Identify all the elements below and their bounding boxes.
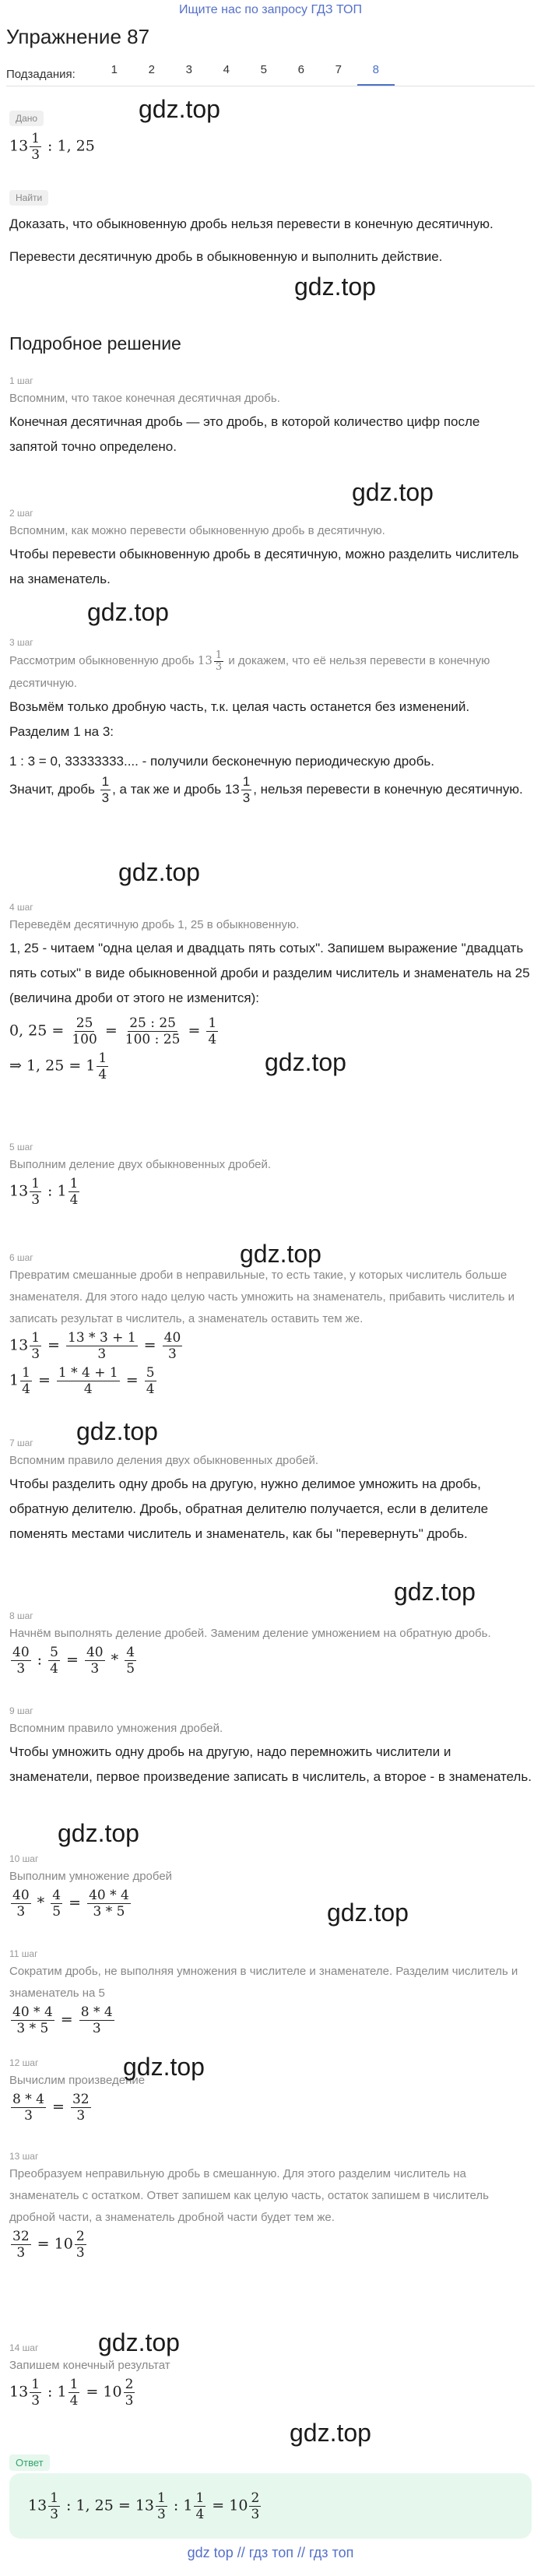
- step-text: 1 : 3 = 0, 33333333.... - получили бесконечную периодическую дробь.: [9, 753, 434, 769]
- tab-4[interactable]: 4: [223, 63, 230, 76]
- math-line: 0, 25 = $\frac{25}{100}$ = $\frac{25 : 25}{100 : 25}$ = $\frac{1}{4}$: [9, 1015, 217, 1047]
- watermark: gdz.top: [139, 95, 220, 123]
- step-badge: 9 шаг: [9, 1705, 33, 1716]
- step-13: [9, 2149, 532, 2261]
- watermark: gdz.top: [352, 478, 434, 506]
- tab-1[interactable]: 1: [111, 63, 118, 76]
- subtask-tabs: [6, 63, 541, 86]
- step-gray-text: Вспомним правило деления двух обыкновенных дробей.: [9, 1454, 319, 1467]
- watermark: gdz.top: [76, 1417, 158, 1445]
- step-9: [9, 1704, 532, 1789]
- tab-6[interactable]: 6: [297, 63, 304, 76]
- step-gray-text: Сократим дробь, не выполняя умножения в числителе и знаменателе. Разделим числитель и знаменатель на 5: [9, 1965, 518, 2000]
- tab-7[interactable]: 7: [335, 63, 342, 76]
- watermark: gdz.top: [98, 2328, 180, 2356]
- step-3: [9, 635, 532, 806]
- step-6: [9, 1251, 532, 1397]
- tab-2[interactable]: 2: [148, 63, 155, 76]
- watermark: gdz.top: [327, 1899, 409, 1927]
- given-badge: Дано: [9, 111, 44, 126]
- answer-badge: Ответ: [9, 2455, 50, 2471]
- step-gray-text: Выполним умножение дробей: [9, 1870, 173, 1883]
- step-badge: 11 шаг: [9, 1948, 38, 1959]
- step-14: [9, 2341, 532, 2409]
- step-text: Разделим 1 на 3:: [9, 723, 114, 739]
- step-badge: 13 шаг: [9, 2151, 39, 2162]
- tab-5[interactable]: 5: [260, 63, 267, 76]
- watermark: gdz.top: [294, 273, 376, 301]
- math-line: 13 $\frac{1}{3}$ = $\frac{13 * 3 + 1}{3}$ = $\frac{40}{3}$: [9, 1330, 181, 1362]
- step-badge: 6 шаг: [9, 1252, 33, 1263]
- step-badge: 2 шаг: [9, 508, 33, 519]
- step-text: Чтобы перевести обыкновенную дробь в десятичную, можно разделить числитель на знаменатель.: [9, 547, 519, 586]
- step-text-part: , нельзя перевести в конечную десятичную.: [253, 781, 523, 797]
- step-12: [9, 2056, 532, 2124]
- watermark: gdz.top: [87, 598, 169, 626]
- step-text: 1, 25 - читаем "одна целая и двадцать пять сотых". Запишем выражение "двадцать пять сотых" в виде обыкновенной дроби и разделим числитель и знаменатель на 25 (величина дроби от этого не изменится):: [9, 941, 530, 1005]
- math-line: ⇒ 1, 25 = 1 $\frac{1}{4}$: [9, 1050, 107, 1082]
- step-gray-text: Вспомним правило умножения дробей.: [9, 1722, 223, 1735]
- math-line: 13 $\frac{1}{3}$ : 1 $\frac{1}{4}$ = 10 $\frac{2}{3}$: [9, 2377, 134, 2409]
- watermark: gdz.top: [290, 2419, 371, 2447]
- step-gray-text: Вспомним, как можно перевести обыкновенную дробь в десятичную.: [9, 524, 385, 537]
- step-text: Значит, дробь $\frac{1}{3}$ , а так же и дробь 13 $\frac{1}{3}$ , нельзя перевести в конечную десятичную.: [9, 773, 523, 805]
- watermark: gdz.top: [394, 1578, 476, 1606]
- math-line: 13 $\frac{1}{3}$ : 1 $\frac{1}{4}$: [9, 1176, 79, 1208]
- step-gray-part: Рассмотрим обыкновенную дробь: [9, 654, 195, 667]
- step-gray-text: Рассмотрим обыкновенную дробь 13 $\frac{1}{3}$ и докажем, что её нельзя перевести в конечную десятичную.: [9, 649, 490, 690]
- tab-3[interactable]: 3: [185, 63, 192, 76]
- watermark: gdz.top: [123, 2053, 205, 2081]
- step-badge: 14 шаг: [9, 2342, 39, 2353]
- step-gray-text: Начнём выполнять деление дробей. Заменим деление умножением на обратную дробь.: [9, 1627, 491, 1640]
- step-gray-text: Преобразуем неправильную дробь в смешанную. Для этого разделим числитель на знаменатель с остатком. Ответ запишем как целую часть, остаток запишем в числитель дробной части, а знаменатель дробной части будет тем же.: [9, 2167, 489, 2224]
- watermark: gdz.top: [118, 858, 200, 886]
- find-text-1: Доказать, что обыкновенную дробь нельзя перевести в конечную десятичную.: [9, 216, 494, 231]
- step-gray-text: Переведём десятичную дробь 1, 25 в обыкновенную.: [9, 918, 300, 931]
- step-text-part: Значит, дробь: [9, 781, 95, 797]
- find-section: [9, 190, 532, 269]
- step-badge: 3 шаг: [9, 637, 33, 648]
- step-badge: 1 шаг: [9, 375, 33, 386]
- step-gray-text: Выполним деление двух обыкновенных дробей.: [9, 1158, 272, 1171]
- math-line: 1 $\frac{1}{4}$ = $\frac{1 * 4 + 1}{4}$ = $\frac{5}{4}$: [9, 1365, 155, 1397]
- step-5: [9, 1140, 532, 1208]
- step-2: [9, 506, 532, 592]
- top-banner-link[interactable]: Ищите нас по запросу ГДЗ ТОП: [179, 3, 362, 16]
- tab-8[interactable]: 8: [357, 63, 395, 86]
- step-badge: 7 шаг: [9, 1438, 33, 1448]
- answer-expression: 13 $\frac{1}{3}$ : 1, 25 = 13 $\frac{1}{3}$ : 1 $\frac{1}{4}$ = 10 $\frac{2}{3}$: [28, 2490, 260, 2522]
- step-11: [9, 1947, 532, 2036]
- page-title: Упражнение 87: [6, 25, 150, 48]
- step-10: [9, 1852, 532, 1920]
- answer-label-row: [9, 2455, 532, 2471]
- math-line: $\frac{40 * 4}{3 * 5}$ = $\frac{8 * 4}{3}$: [12, 2004, 113, 2036]
- step-gray-text: Вычислим произведение: [9, 2074, 146, 2087]
- step-7: [9, 1436, 532, 1547]
- solution-title: Подробное решение: [9, 333, 181, 354]
- given-expression: 13 $\frac{1}{3}$ : 1, 25: [9, 131, 95, 163]
- step-text: Чтобы умножить одну дробь на другую, надо перемножить числители и знаменатели, первое произведение записать в числитель, а второе - в знаменатель.: [9, 1744, 532, 1784]
- step-text: Конечная десятичная дробь — это дробь, в которой количество цифр после запятой точно определено.: [9, 414, 480, 454]
- math-line: $\frac{32}{3}$ = 10 $\frac{2}{3}$: [12, 2229, 85, 2261]
- step-badge: 8 шаг: [9, 1610, 33, 1621]
- step-gray-text: Вспомним, что такое конечная десятичная дробь.: [9, 392, 280, 405]
- footer-links[interactable]: gdz top // гдз топ // гдз топ: [187, 2545, 354, 2560]
- step-gray-part: и докажем, что её нельзя перевести в конечную десятичную.: [9, 654, 490, 690]
- watermark: gdz.top: [240, 1240, 321, 1268]
- step-text: Возьмём только дробную часть, т.к. целая часть останется без изменений.: [9, 699, 470, 714]
- math-line: $\frac{40}{3}$ : $\frac{5}{4}$ = $\frac{40}{3}$ * $\frac{4}{5}$: [12, 1645, 135, 1677]
- math-line: $\frac{40}{3}$ * $\frac{4}{5}$ = $\frac{40 * 4}{3 * 5}$: [12, 1888, 129, 1920]
- math-line: $\frac{8 * 4}{3}$ = $\frac{32}{3}$: [12, 2092, 90, 2124]
- step-badge: 5 шаг: [9, 1142, 33, 1153]
- step-gray-text: Превратим смешанные дроби в неправильные, то есть такие, у которых числитель больше знаменателя. Для этого надо целую часть умножить на знаменатель, прибавить числитель и записать результат в числитель, а знаменатель оставить тем же.: [9, 1269, 515, 1325]
- step-badge: 12 шаг: [9, 2057, 39, 2068]
- step-badge: 10 шаг: [9, 1853, 39, 1864]
- answer-box: [9, 2473, 532, 2539]
- tabs-label: Подзадания:: [6, 68, 76, 81]
- step-badge: 4 шаг: [9, 902, 33, 913]
- step-text: Чтобы разделить одну дробь на другую, нужно делимое умножить на дробь, обратную делителю. Дробь, обратная делителю получается, если в делителе поменять местами числитель и знаменатель, как бы "перевернуть" дробь.: [9, 1476, 489, 1541]
- step-1: [9, 374, 532, 459]
- find-badge: Найти: [9, 190, 48, 206]
- find-text-2: Перевести десятичную дробь в обыкновенную и выполнить действие.: [9, 249, 443, 264]
- step-text-part: , а так же и дробь: [112, 781, 222, 797]
- given-section: [9, 111, 532, 163]
- watermark: gdz.top: [58, 1819, 139, 1847]
- watermark: gdz.top: [265, 1048, 346, 1076]
- step-8: [9, 1609, 532, 1677]
- step-gray-text: Запишем конечный результат: [9, 2359, 170, 2372]
